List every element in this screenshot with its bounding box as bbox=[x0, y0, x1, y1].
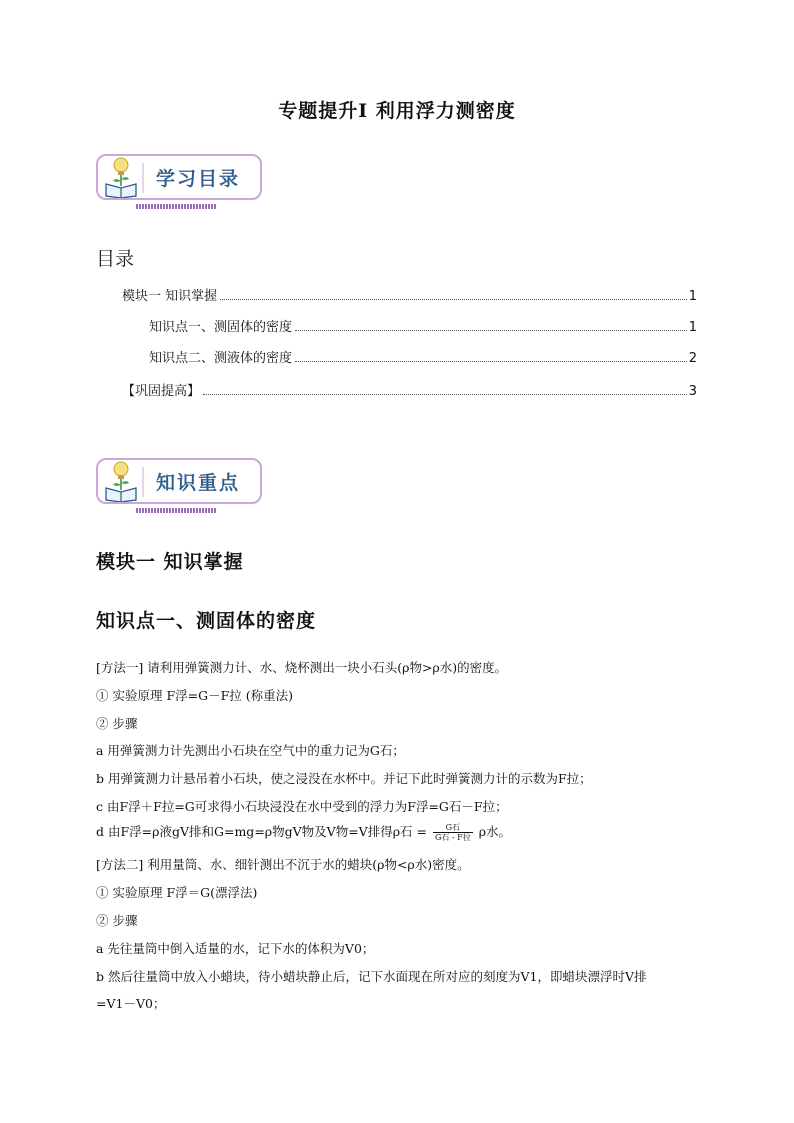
toc-item-label: 【巩固提高】 bbox=[122, 384, 201, 399]
toc-item-label: 知识点二、测液体的密度 bbox=[149, 351, 293, 366]
toc-item-page: 1 bbox=[688, 320, 697, 335]
toc-leader-dots bbox=[220, 298, 687, 300]
book-lightbulb-icon bbox=[104, 156, 138, 198]
method2-step-b-cont: =V1－V0； bbox=[96, 996, 166, 1011]
fraction-numerator: G石 bbox=[433, 823, 473, 833]
method1-step-b: b 用弹簧测力计悬吊着小石块，使之浸没在水杯中。并记下此时弹簧测力计的示数为F拉； bbox=[96, 771, 592, 786]
banner-stripe bbox=[136, 204, 216, 209]
study-goals-banner bbox=[96, 154, 266, 210]
module-heading: 模块一 知识掌握 bbox=[96, 551, 244, 573]
method1-steps-label: ② 步骤 bbox=[96, 716, 138, 731]
toc-item[interactable] bbox=[122, 284, 697, 304]
book-lightbulb-icon bbox=[104, 460, 138, 502]
toc-item-page: 3 bbox=[688, 384, 697, 399]
toc-item[interactable] bbox=[122, 379, 697, 399]
toc-item-label: 知识点一、测固体的密度 bbox=[149, 320, 293, 335]
study-goals-label: 学习目录 bbox=[156, 168, 241, 190]
method1-intro: [方法一] 请利用弹簧测力计、水、烧杯测出一块小石头(ρ物>ρ水)的密度。 bbox=[96, 660, 508, 675]
toc-leader-dots bbox=[203, 393, 687, 395]
method1-step-c: c 由F浮＋F拉=G可求得小石块浸没在水中受到的浮力为F浮=G石－F拉； bbox=[96, 799, 508, 814]
key-points-label: 知识重点 bbox=[156, 472, 241, 494]
toc-item[interactable] bbox=[149, 346, 697, 366]
density-fraction bbox=[433, 823, 473, 842]
knowledge-point-heading: 知识点一、测固体的密度 bbox=[96, 610, 317, 632]
fraction-denominator: G石 - F拉 bbox=[434, 833, 471, 842]
key-points-banner bbox=[96, 458, 266, 514]
toc-item-page: 1 bbox=[688, 289, 697, 304]
method1-principle: ① 实验原理 F浮=G－F拉 (称重法) bbox=[96, 688, 293, 703]
toc-item-label: 模块一 知识掌握 bbox=[122, 289, 218, 304]
method1-step-a: a 用弹簧测力计先测出小石块在空气中的重力记为G石； bbox=[96, 743, 405, 758]
toc-item-page: 2 bbox=[688, 351, 697, 366]
step-d-text: d 由F浮=ρ液gV排和G=mg=ρ物gV物及V物=V排得ρ石 = bbox=[96, 824, 427, 839]
method2-principle: ① 实验原理 F浮＝G(漂浮法) bbox=[96, 885, 258, 900]
method2-intro: [方法二] 利用量筒、水、细针测出不沉于水的蜡块(ρ物<ρ水)密度。 bbox=[96, 857, 470, 872]
method2-step-b: b 然后往量筒中放入小蜡块，待小蜡块静止后，记下水面现在所对应的刻度为V1，即蜡块漂浮时V排 bbox=[96, 969, 647, 984]
toc-leader-dots bbox=[295, 360, 687, 362]
toc-heading: 目录 bbox=[96, 248, 135, 270]
method2-steps-label: ② 步骤 bbox=[96, 913, 138, 928]
method2-step-a: a 先往量筒中倒入适量的水，记下水的体积为V0； bbox=[96, 941, 375, 956]
banner-stripe bbox=[136, 508, 216, 513]
toc-leader-dots bbox=[295, 329, 687, 331]
method1-step-d bbox=[96, 822, 511, 842]
step-d-suffix: ρ水。 bbox=[478, 824, 512, 839]
document-title: 专题提升Ⅰ 利用浮力测密度 bbox=[278, 100, 516, 122]
toc-item[interactable] bbox=[149, 315, 697, 335]
